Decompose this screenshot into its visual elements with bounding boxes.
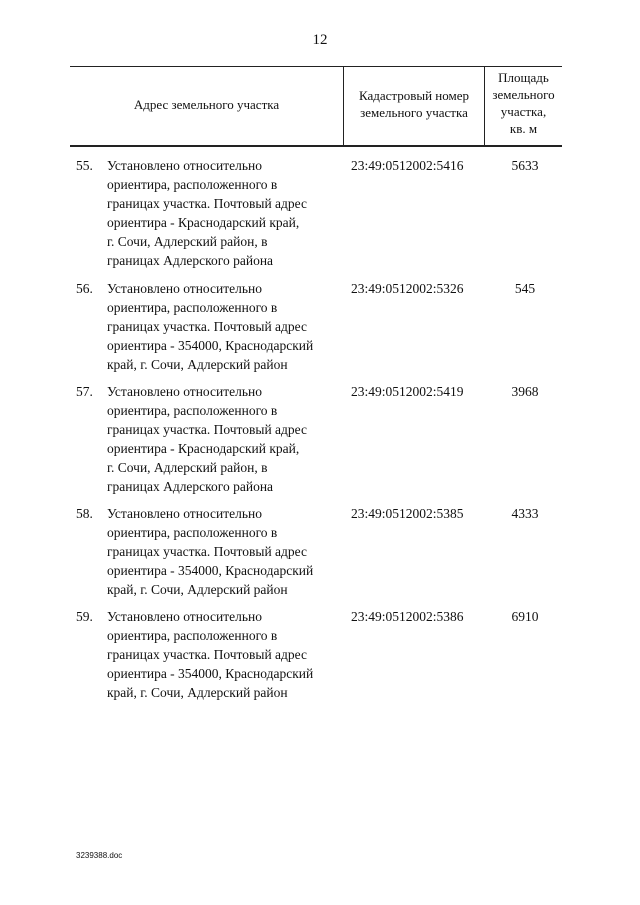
address-line: Установлено относительно — [107, 609, 262, 624]
header-cadastral-line: земельного участка — [360, 105, 468, 120]
row-cadastral-number: 23:49:0512002:5385 — [351, 506, 464, 521]
header-cadastral-line: Кадастровый номер — [358, 88, 470, 103]
address-line: границах участка. Почтовый адрес — [107, 422, 307, 437]
row-address — [107, 382, 342, 496]
header-bottom-rule — [70, 145, 562, 147]
row-area: 3968 — [511, 384, 539, 399]
address-line: г. Сочи, Адлерский район, в — [107, 460, 268, 475]
address-line: ориентира - 354000, Краснодарский — [107, 666, 314, 681]
address-line: ориентира - Краснодарский край, — [107, 215, 300, 230]
row-area: 5633 — [511, 158, 539, 173]
header-cadastral — [344, 87, 484, 121]
header-top-rule — [70, 66, 562, 67]
row-address — [107, 156, 342, 270]
address-line: ориентира, расположенного в — [107, 177, 278, 192]
address-line: ориентира, расположенного в — [107, 300, 278, 315]
address-line: Установлено относительно — [107, 384, 262, 399]
row-number: 57. — [76, 384, 93, 399]
address-line: ориентира - Краснодарский край, — [107, 441, 300, 456]
address-line: Установлено относительно — [107, 506, 262, 521]
header-area-line: Площадь — [498, 70, 549, 85]
address-line: Установлено относительно — [107, 158, 262, 173]
address-line: границах участка. Почтовый адрес — [107, 319, 307, 334]
address-line: ориентира - 354000, Краснодарский — [107, 338, 314, 353]
row-number: 58. — [76, 506, 93, 521]
row-cadastral-number: 23:49:0512002:5326 — [351, 281, 464, 296]
address-line: Установлено относительно — [107, 281, 262, 296]
header-area — [485, 69, 562, 137]
document-filename: 3239388.doc — [76, 851, 123, 860]
address-line: г. Сочи, Адлерский район, в — [107, 234, 268, 249]
header-address: Адрес земельного участка — [133, 97, 280, 112]
row-area: 6910 — [511, 609, 539, 624]
row-cadastral-number: 23:49:0512002:5416 — [351, 158, 464, 173]
row-number: 59. — [76, 609, 93, 624]
row-cadastral-number: 23:49:0512002:5386 — [351, 609, 464, 624]
header-area-line: земельного — [492, 87, 555, 102]
row-number: 56. — [76, 281, 93, 296]
header-area-line: участка, — [500, 104, 547, 119]
address-line: ориентира - 354000, Краснодарский — [107, 563, 314, 578]
address-line: край, г. Сочи, Адлерский район — [107, 357, 288, 372]
header-area-line: кв. м — [509, 121, 538, 136]
row-address — [107, 279, 342, 374]
address-line: ориентира, расположенного в — [107, 628, 278, 643]
address-line: границах участка. Почтовый адрес — [107, 544, 307, 559]
address-line: ориентира, расположенного в — [107, 525, 278, 540]
row-address — [107, 504, 342, 599]
address-line: ориентира, расположенного в — [107, 403, 278, 418]
row-area: 545 — [514, 281, 536, 296]
row-number: 55. — [76, 158, 93, 173]
address-line: границах Адлерского района — [107, 253, 274, 268]
address-line: край, г. Сочи, Адлерский район — [107, 685, 288, 700]
row-area: 4333 — [511, 506, 539, 521]
page-number: 12 — [312, 32, 328, 48]
address-line: край, г. Сочи, Адлерский район — [107, 582, 288, 597]
address-line: границах участка. Почтовый адрес — [107, 647, 307, 662]
address-line: границах участка. Почтовый адрес — [107, 196, 307, 211]
row-address — [107, 607, 342, 702]
address-line: границах Адлерского района — [107, 479, 274, 494]
row-cadastral-number: 23:49:0512002:5419 — [351, 384, 464, 399]
